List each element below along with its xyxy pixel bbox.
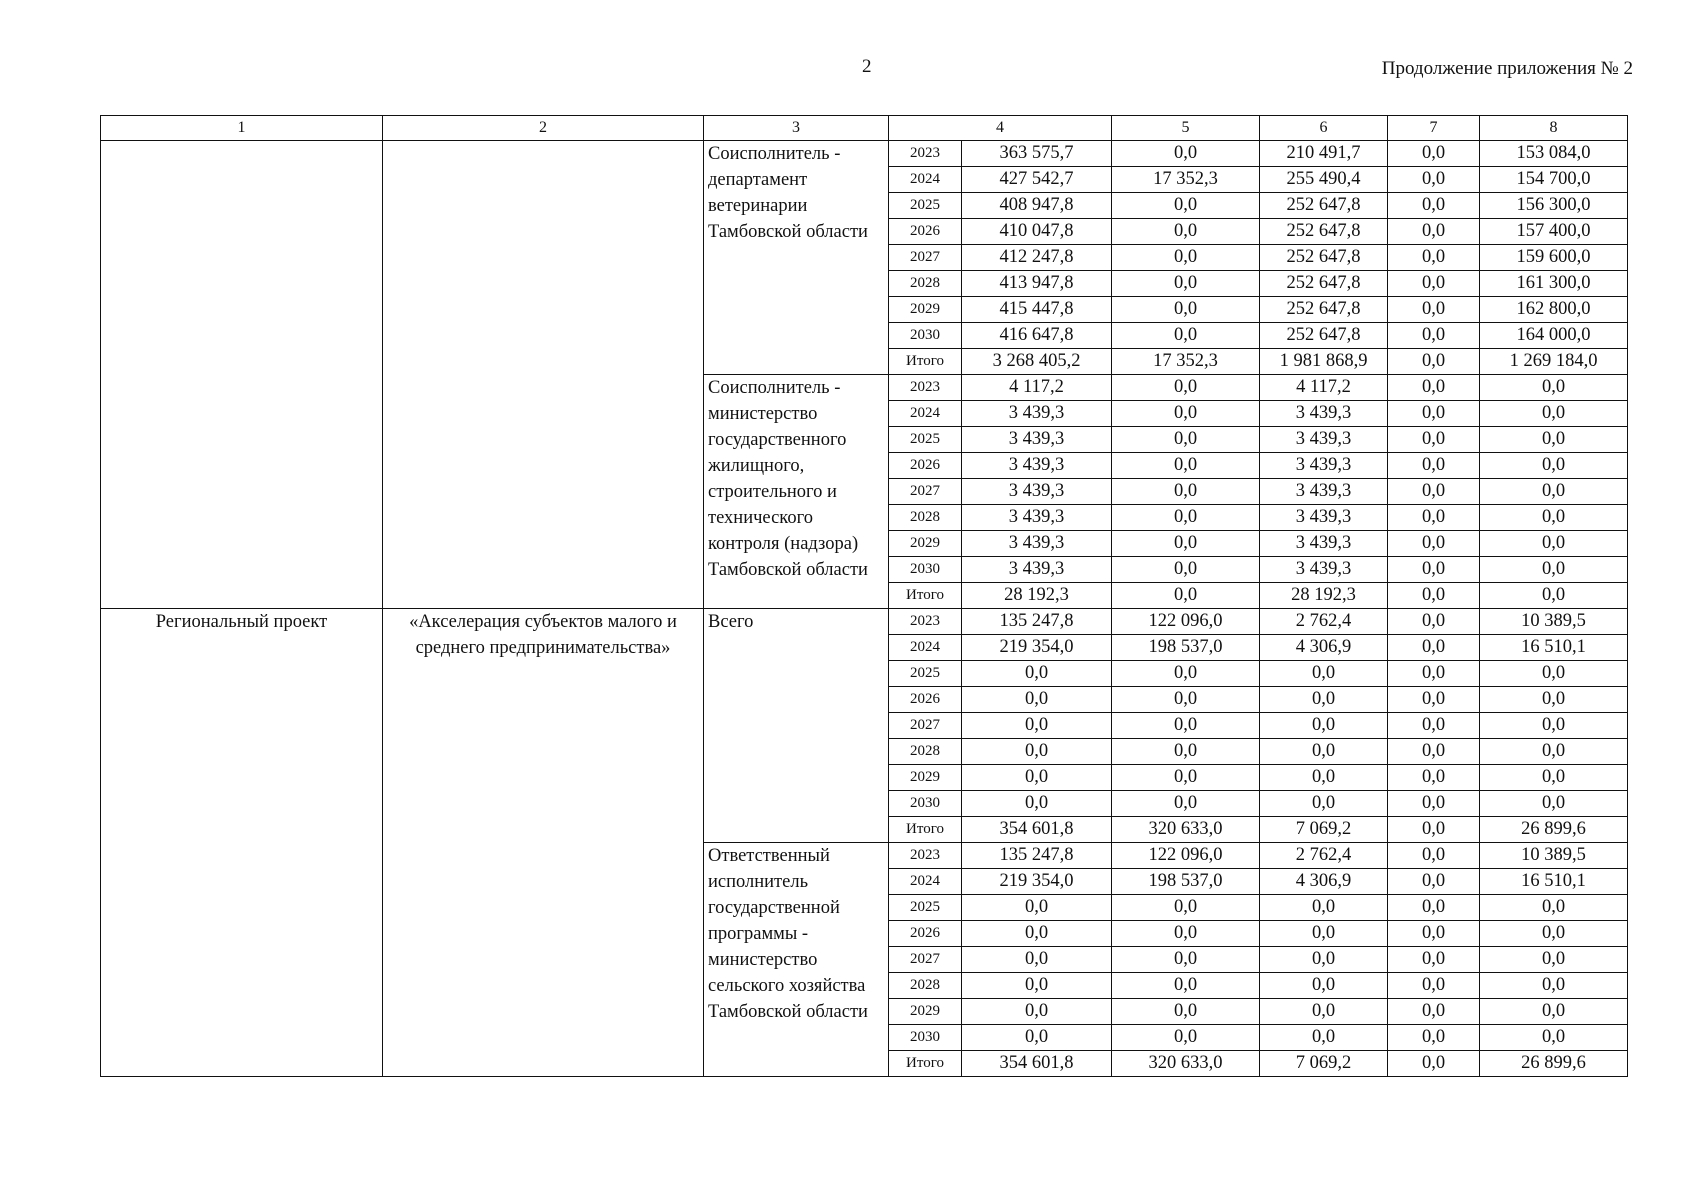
value-cell: 415 447,8 (962, 297, 1112, 323)
value-cell: 252 647,8 (1260, 323, 1388, 349)
value-cell: 320 633,0 (1112, 1051, 1260, 1077)
value-cell: 0,0 (1480, 1025, 1628, 1051)
value-cell: 0,0 (1388, 193, 1480, 219)
value-cell: 0,0 (1112, 1025, 1260, 1051)
year-cell: 2024 (889, 167, 962, 193)
value-cell: 0,0 (1480, 713, 1628, 739)
value-cell: 0,0 (1480, 583, 1628, 609)
value-cell: 28 192,3 (1260, 583, 1388, 609)
project-name-cell (383, 141, 704, 609)
value-cell: 0,0 (1388, 765, 1480, 791)
value-cell: 0,0 (1112, 973, 1260, 999)
value-cell: 0,0 (1260, 895, 1388, 921)
year-cell: 2030 (889, 323, 962, 349)
value-cell: 0,0 (1260, 739, 1388, 765)
year-cell: 2027 (889, 947, 962, 973)
value-cell: 0,0 (1112, 791, 1260, 817)
value-cell: 156 300,0 (1480, 193, 1628, 219)
value-cell: 0,0 (1112, 765, 1260, 791)
value-cell: 0,0 (1112, 921, 1260, 947)
value-cell: 0,0 (1112, 323, 1260, 349)
value-cell: 0,0 (1388, 505, 1480, 531)
value-cell: 0,0 (1388, 739, 1480, 765)
value-cell: 3 439,3 (1260, 531, 1388, 557)
value-cell: 0,0 (1388, 583, 1480, 609)
value-cell: 0,0 (1388, 245, 1480, 271)
value-cell: 3 439,3 (1260, 479, 1388, 505)
value-cell: 0,0 (1388, 921, 1480, 947)
value-cell: 210 491,7 (1260, 141, 1388, 167)
value-cell: 412 247,8 (962, 245, 1112, 271)
value-cell: 0,0 (1480, 531, 1628, 557)
value-cell: 2 762,4 (1260, 843, 1388, 869)
value-cell: 164 000,0 (1480, 323, 1628, 349)
value-cell: 0,0 (1112, 141, 1260, 167)
value-cell: 162 800,0 (1480, 297, 1628, 323)
value-cell: 0,0 (1388, 973, 1480, 999)
value-cell: 0,0 (1480, 505, 1628, 531)
year-cell: 2028 (889, 271, 962, 297)
value-cell: 0,0 (1388, 947, 1480, 973)
value-cell: 427 542,7 (962, 167, 1112, 193)
value-cell: 0,0 (1480, 947, 1628, 973)
value-cell: 0,0 (1388, 635, 1480, 661)
value-cell: 0,0 (1480, 453, 1628, 479)
value-cell: 4 117,2 (962, 375, 1112, 401)
value-cell: 0,0 (1260, 1025, 1388, 1051)
value-cell: 0,0 (962, 661, 1112, 687)
value-cell: 4 117,2 (1260, 375, 1388, 401)
executor-cell: Соисполнитель - департамент ветеринарии Тамбовской области (704, 141, 889, 375)
project-type-cell: Региональный проект (101, 609, 383, 1077)
value-cell: 3 439,3 (1260, 427, 1388, 453)
value-cell: 255 490,4 (1260, 167, 1388, 193)
value-cell: 0,0 (1260, 999, 1388, 1025)
value-cell: 0,0 (1480, 765, 1628, 791)
value-cell: 0,0 (1112, 245, 1260, 271)
value-cell: 0,0 (1480, 921, 1628, 947)
value-cell: 0,0 (1112, 375, 1260, 401)
value-cell: 135 247,8 (962, 843, 1112, 869)
table-row (101, 141, 1628, 167)
value-cell: 320 633,0 (1112, 817, 1260, 843)
value-cell: 0,0 (1388, 895, 1480, 921)
value-cell: 0,0 (1480, 999, 1628, 1025)
value-cell: 4 306,9 (1260, 869, 1388, 895)
value-cell: 0,0 (1388, 167, 1480, 193)
value-cell: 3 439,3 (962, 453, 1112, 479)
value-cell: 0,0 (1112, 739, 1260, 765)
value-cell: 0,0 (1388, 713, 1480, 739)
year-cell: 2029 (889, 531, 962, 557)
value-cell: 10 389,5 (1480, 843, 1628, 869)
year-cell: 2030 (889, 557, 962, 583)
value-cell: 0,0 (962, 791, 1112, 817)
value-cell: 0,0 (962, 713, 1112, 739)
value-cell: 2 762,4 (1260, 609, 1388, 635)
value-cell: 0,0 (1388, 427, 1480, 453)
value-cell: 4 306,9 (1260, 635, 1388, 661)
value-cell: 0,0 (1480, 895, 1628, 921)
value-cell: 122 096,0 (1112, 609, 1260, 635)
value-cell: 122 096,0 (1112, 843, 1260, 869)
value-cell: 0,0 (1388, 817, 1480, 843)
value-cell: 0,0 (962, 947, 1112, 973)
year-cell: 2028 (889, 973, 962, 999)
value-cell: 0,0 (962, 687, 1112, 713)
value-cell: 0,0 (1112, 687, 1260, 713)
value-cell: 0,0 (1112, 193, 1260, 219)
value-cell: 0,0 (1260, 947, 1388, 973)
value-cell: 0,0 (1112, 947, 1260, 973)
year-cell: 2025 (889, 895, 962, 921)
value-cell: 0,0 (1112, 895, 1260, 921)
value-cell: 410 047,8 (962, 219, 1112, 245)
value-cell: 7 069,2 (1260, 1051, 1388, 1077)
value-cell: 0,0 (1112, 557, 1260, 583)
value-cell: 0,0 (1112, 479, 1260, 505)
value-cell: 1 981 868,9 (1260, 349, 1388, 375)
value-cell: 3 439,3 (1260, 505, 1388, 531)
value-cell: 0,0 (1260, 921, 1388, 947)
value-cell: 0,0 (1388, 1025, 1480, 1051)
value-cell: 0,0 (1388, 401, 1480, 427)
column-header: 8 (1480, 116, 1628, 141)
value-cell: 0,0 (1260, 687, 1388, 713)
value-cell: 0,0 (1388, 999, 1480, 1025)
value-cell: 0,0 (1480, 401, 1628, 427)
year-cell: 2024 (889, 869, 962, 895)
value-cell: 0,0 (1480, 739, 1628, 765)
value-cell: 198 537,0 (1112, 869, 1260, 895)
value-cell: 154 700,0 (1480, 167, 1628, 193)
value-cell: 0,0 (1480, 427, 1628, 453)
value-cell: 26 899,6 (1480, 1051, 1628, 1077)
value-cell: 0,0 (1388, 843, 1480, 869)
value-cell: 0,0 (1388, 531, 1480, 557)
value-cell: 17 352,3 (1112, 349, 1260, 375)
table-body (101, 116, 1628, 1077)
value-cell: 0,0 (962, 895, 1112, 921)
value-cell: 3 439,3 (962, 531, 1112, 557)
value-cell: 0,0 (1388, 271, 1480, 297)
value-cell: 153 084,0 (1480, 141, 1628, 167)
value-cell: 10 389,5 (1480, 609, 1628, 635)
value-cell: 0,0 (1112, 661, 1260, 687)
value-cell: 0,0 (962, 999, 1112, 1025)
value-cell: 26 899,6 (1480, 817, 1628, 843)
value-cell: 0,0 (1112, 271, 1260, 297)
value-cell: 0,0 (962, 921, 1112, 947)
value-cell: 0,0 (1260, 765, 1388, 791)
year-cell: Итого (889, 583, 962, 609)
value-cell: 0,0 (1480, 973, 1628, 999)
value-cell: 0,0 (1480, 687, 1628, 713)
value-cell: 28 192,3 (962, 583, 1112, 609)
value-cell: 198 537,0 (1112, 635, 1260, 661)
value-cell: 0,0 (1388, 323, 1480, 349)
value-cell: 0,0 (1388, 453, 1480, 479)
year-cell: 2024 (889, 401, 962, 427)
year-cell: 2027 (889, 245, 962, 271)
value-cell: 0,0 (1388, 661, 1480, 687)
value-cell: 16 510,1 (1480, 635, 1628, 661)
value-cell: 3 439,3 (1260, 453, 1388, 479)
value-cell: 0,0 (1388, 687, 1480, 713)
value-cell: 0,0 (1480, 791, 1628, 817)
value-cell: 408 947,8 (962, 193, 1112, 219)
year-cell: 2026 (889, 687, 962, 713)
executor-cell: Соисполнитель - министерство государственного жилищного, строительного и технического контроля (надзора) Тамбовской области (704, 375, 889, 609)
value-cell: 159 600,0 (1480, 245, 1628, 271)
project-type-cell (101, 141, 383, 609)
value-cell: 157 400,0 (1480, 219, 1628, 245)
year-cell: 2027 (889, 479, 962, 505)
value-cell: 3 439,3 (962, 401, 1112, 427)
column-header: 6 (1260, 116, 1388, 141)
value-cell: 0,0 (1112, 713, 1260, 739)
value-cell: 0,0 (1260, 713, 1388, 739)
year-cell: 2025 (889, 661, 962, 687)
value-cell: 3 268 405,2 (962, 349, 1112, 375)
value-cell: 0,0 (1112, 999, 1260, 1025)
year-cell: Итого (889, 817, 962, 843)
table-header-row (101, 116, 1628, 141)
value-cell: 0,0 (1112, 297, 1260, 323)
column-header: 4 (889, 116, 1112, 141)
value-cell: 0,0 (1388, 557, 1480, 583)
value-cell: 17 352,3 (1112, 167, 1260, 193)
year-cell: 2030 (889, 1025, 962, 1051)
column-header: 5 (1112, 116, 1260, 141)
year-cell: 2023 (889, 843, 962, 869)
value-cell: 0,0 (1112, 505, 1260, 531)
value-cell: 413 947,8 (962, 271, 1112, 297)
value-cell: 416 647,8 (962, 323, 1112, 349)
year-cell: Итого (889, 1051, 962, 1077)
value-cell: 354 601,8 (962, 1051, 1112, 1077)
column-header: 7 (1388, 116, 1480, 141)
value-cell: 0,0 (1388, 141, 1480, 167)
year-cell: 2025 (889, 193, 962, 219)
year-cell: 2026 (889, 453, 962, 479)
value-cell: 135 247,8 (962, 609, 1112, 635)
year-cell: 2028 (889, 739, 962, 765)
year-cell: 2027 (889, 713, 962, 739)
value-cell: 0,0 (1112, 531, 1260, 557)
year-cell: 2023 (889, 141, 962, 167)
year-cell: 2023 (889, 609, 962, 635)
value-cell: 0,0 (1112, 583, 1260, 609)
value-cell: 252 647,8 (1260, 271, 1388, 297)
value-cell: 3 439,3 (962, 427, 1112, 453)
value-cell: 0,0 (1388, 479, 1480, 505)
value-cell: 0,0 (1480, 557, 1628, 583)
value-cell: 16 510,1 (1480, 869, 1628, 895)
page-number: 2 (862, 56, 872, 77)
value-cell: 252 647,8 (1260, 297, 1388, 323)
value-cell: 3 439,3 (1260, 401, 1388, 427)
value-cell: 1 269 184,0 (1480, 349, 1628, 375)
executor-cell: Ответственный исполнитель государственной программы - министерство сельского хозяйства Тамбовской области (704, 843, 889, 1077)
value-cell: 3 439,3 (962, 557, 1112, 583)
value-cell: 0,0 (1388, 609, 1480, 635)
year-cell: 2029 (889, 297, 962, 323)
value-cell: 0,0 (1480, 661, 1628, 687)
value-cell: 0,0 (1112, 453, 1260, 479)
year-cell: 2030 (889, 791, 962, 817)
value-cell: 363 575,7 (962, 141, 1112, 167)
value-cell: 0,0 (1260, 791, 1388, 817)
year-cell: Итого (889, 349, 962, 375)
value-cell: 0,0 (1388, 791, 1480, 817)
value-cell: 252 647,8 (1260, 193, 1388, 219)
value-cell: 0,0 (1388, 349, 1480, 375)
value-cell: 0,0 (962, 765, 1112, 791)
budget-table (100, 115, 1628, 1077)
value-cell: 3 439,3 (962, 505, 1112, 531)
value-cell: 3 439,3 (1260, 557, 1388, 583)
column-header: 1 (101, 116, 383, 141)
value-cell: 0,0 (1480, 479, 1628, 505)
value-cell: 0,0 (1112, 401, 1260, 427)
table-row (101, 609, 1628, 635)
column-header: 3 (704, 116, 889, 141)
value-cell: 0,0 (1260, 661, 1388, 687)
value-cell: 252 647,8 (1260, 219, 1388, 245)
value-cell: 161 300,0 (1480, 271, 1628, 297)
value-cell: 0,0 (1388, 375, 1480, 401)
year-cell: 2029 (889, 765, 962, 791)
value-cell: 0,0 (1480, 375, 1628, 401)
value-cell: 219 354,0 (962, 635, 1112, 661)
value-cell: 0,0 (962, 973, 1112, 999)
column-header: 2 (383, 116, 704, 141)
year-cell: 2028 (889, 505, 962, 531)
executor-cell: Всего (704, 609, 889, 843)
appendix-note: Продолжение приложения № 2 (1381, 58, 1633, 79)
value-cell: 354 601,8 (962, 817, 1112, 843)
year-cell: 2029 (889, 999, 962, 1025)
year-cell: 2024 (889, 635, 962, 661)
value-cell: 7 069,2 (1260, 817, 1388, 843)
year-cell: 2026 (889, 921, 962, 947)
value-cell: 0,0 (1112, 219, 1260, 245)
value-cell: 252 647,8 (1260, 245, 1388, 271)
year-cell: 2026 (889, 219, 962, 245)
project-name-cell: «Акселерация субъектов малого и среднего предпринимательства» (383, 609, 704, 1077)
value-cell: 0,0 (1388, 869, 1480, 895)
value-cell: 219 354,0 (962, 869, 1112, 895)
value-cell: 0,0 (962, 739, 1112, 765)
value-cell: 0,0 (1260, 973, 1388, 999)
year-cell: 2023 (889, 375, 962, 401)
value-cell: 0,0 (1388, 1051, 1480, 1077)
value-cell: 0,0 (1388, 219, 1480, 245)
value-cell: 0,0 (1112, 427, 1260, 453)
value-cell: 0,0 (1388, 297, 1480, 323)
value-cell: 0,0 (962, 1025, 1112, 1051)
value-cell: 3 439,3 (962, 479, 1112, 505)
year-cell: 2025 (889, 427, 962, 453)
